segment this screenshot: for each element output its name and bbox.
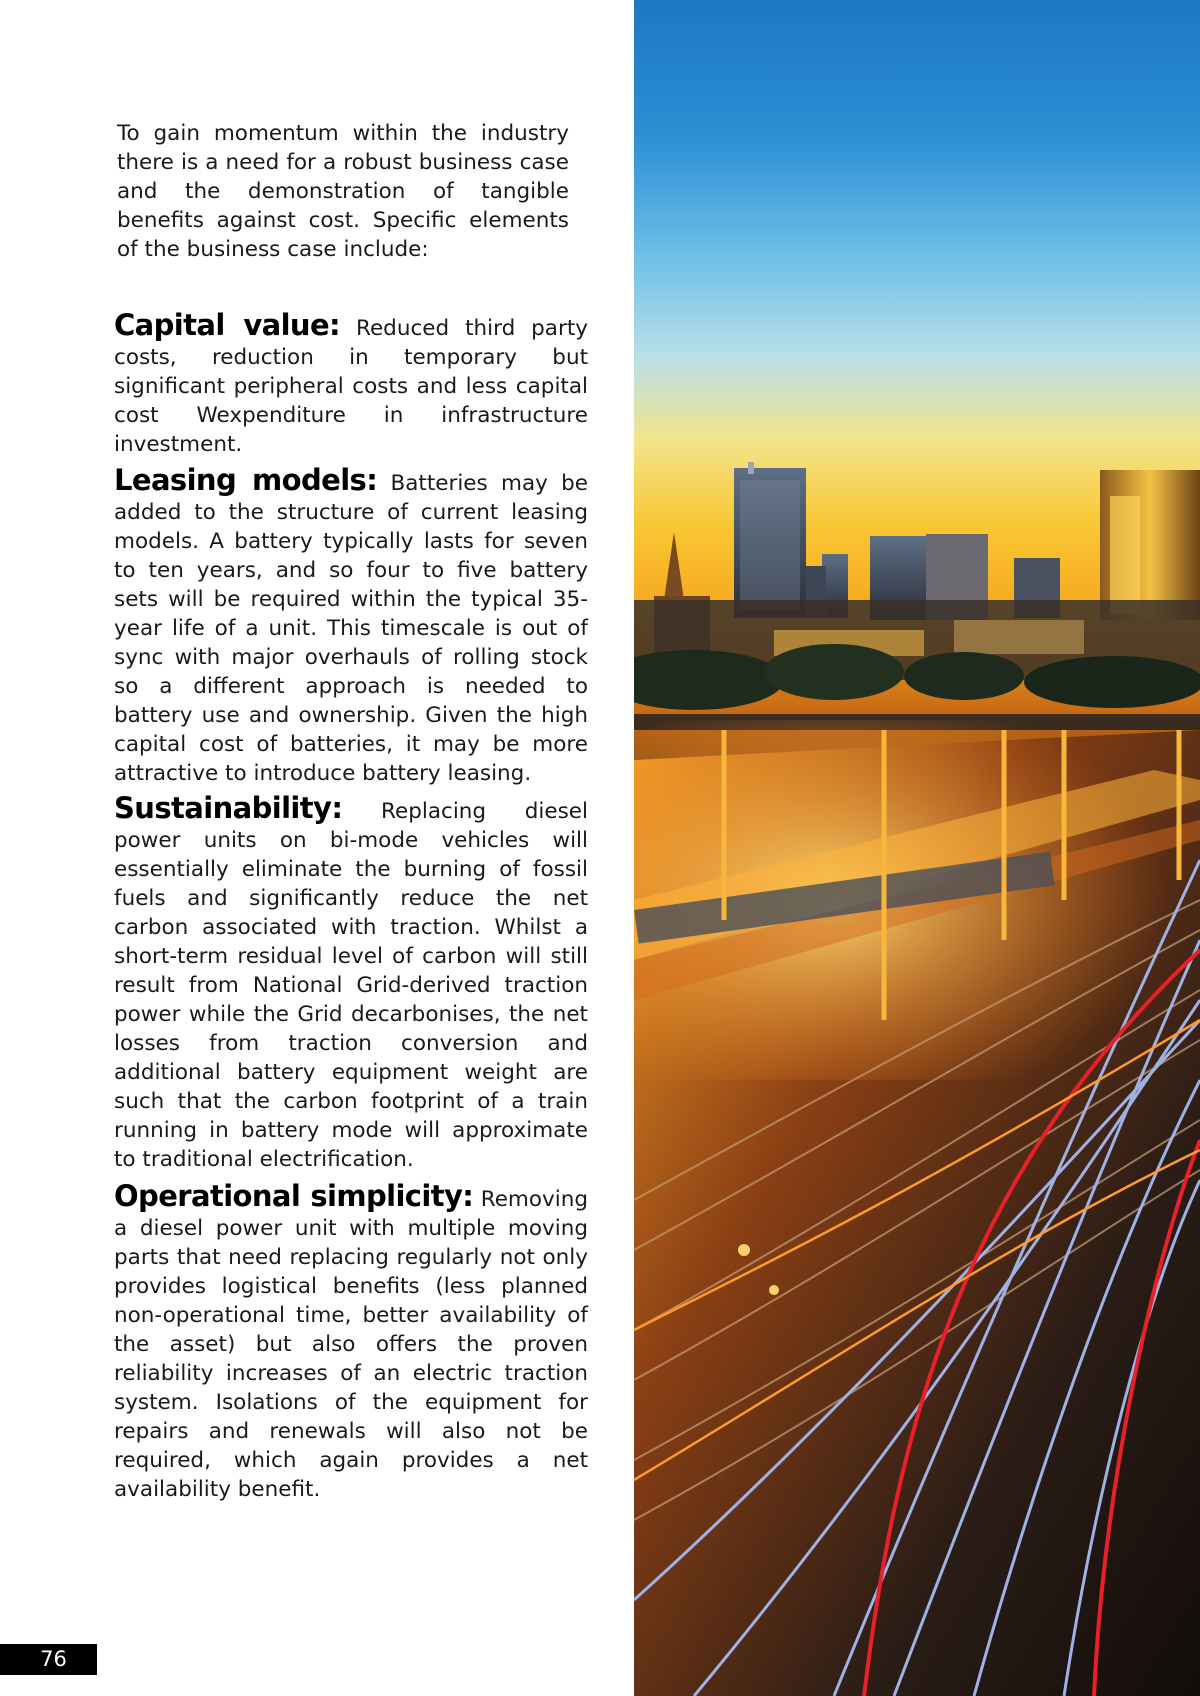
section-heading: Leasing models: [114, 463, 378, 497]
section-heading: Sustainability: [114, 791, 343, 825]
city-railway-photo [634, 0, 1200, 1696]
section-body: Batteries may be added to the structure of current leasing models. A battery typically lasts for seven to ten years, and so four to five battery sets will be required within the typical 35-year life of a unit. This timescale is out of sync with major overhauls of rolling stock so a different approach is needed to battery use and ownership. Given the high capital cost of batteries, it may be more attractive to introduce battery leasing. [114, 471, 588, 786]
photo-illustration [634, 0, 1200, 1696]
section-leasing-models [114, 463, 588, 788]
section-operational-simplicity [114, 1179, 588, 1504]
section-body: Removing a diesel power unit with multiple moving parts that need replacing regularly not only provides logistical benefits (less planned non-operational time, better availability of the asset) but also offers the proven reliability increases of an electric traction system. Isolations of the equipment for repairs and renewals will also not be required, which again provides a net availability benefit. [114, 1187, 588, 1502]
section-sustainability [114, 791, 588, 1174]
section-heading: Capital value: [114, 308, 341, 342]
section-capital-value [114, 308, 588, 459]
intro-paragraph: To gain momentum within the industry there is a need for a robust business case and the demonstration of tangible benefits against cost. Specific elements of the business case include: [117, 121, 569, 262]
section-body: Replacing diesel power units on bi-mode vehicles will essentially eliminate the burning of fossil fuels and significantly reduce the net carbon associated with traction. Whilst a short-term residual level of carbon will still result from National Grid-derived traction power while the Grid decarbonises, the net losses from traction conversion and additional battery equipment weight are such that the carbon footprint of a train running in battery mode will approximate to traditional electrification. [114, 799, 588, 1172]
section-heading: Operational simplicity: [114, 1179, 474, 1213]
page-number: 76 [0, 1644, 97, 1675]
section-body: Reduced third party costs, reduction in temporary but significant peripheral costs and less capital cost Wexpenditure in infrastructure investment. [114, 316, 588, 457]
